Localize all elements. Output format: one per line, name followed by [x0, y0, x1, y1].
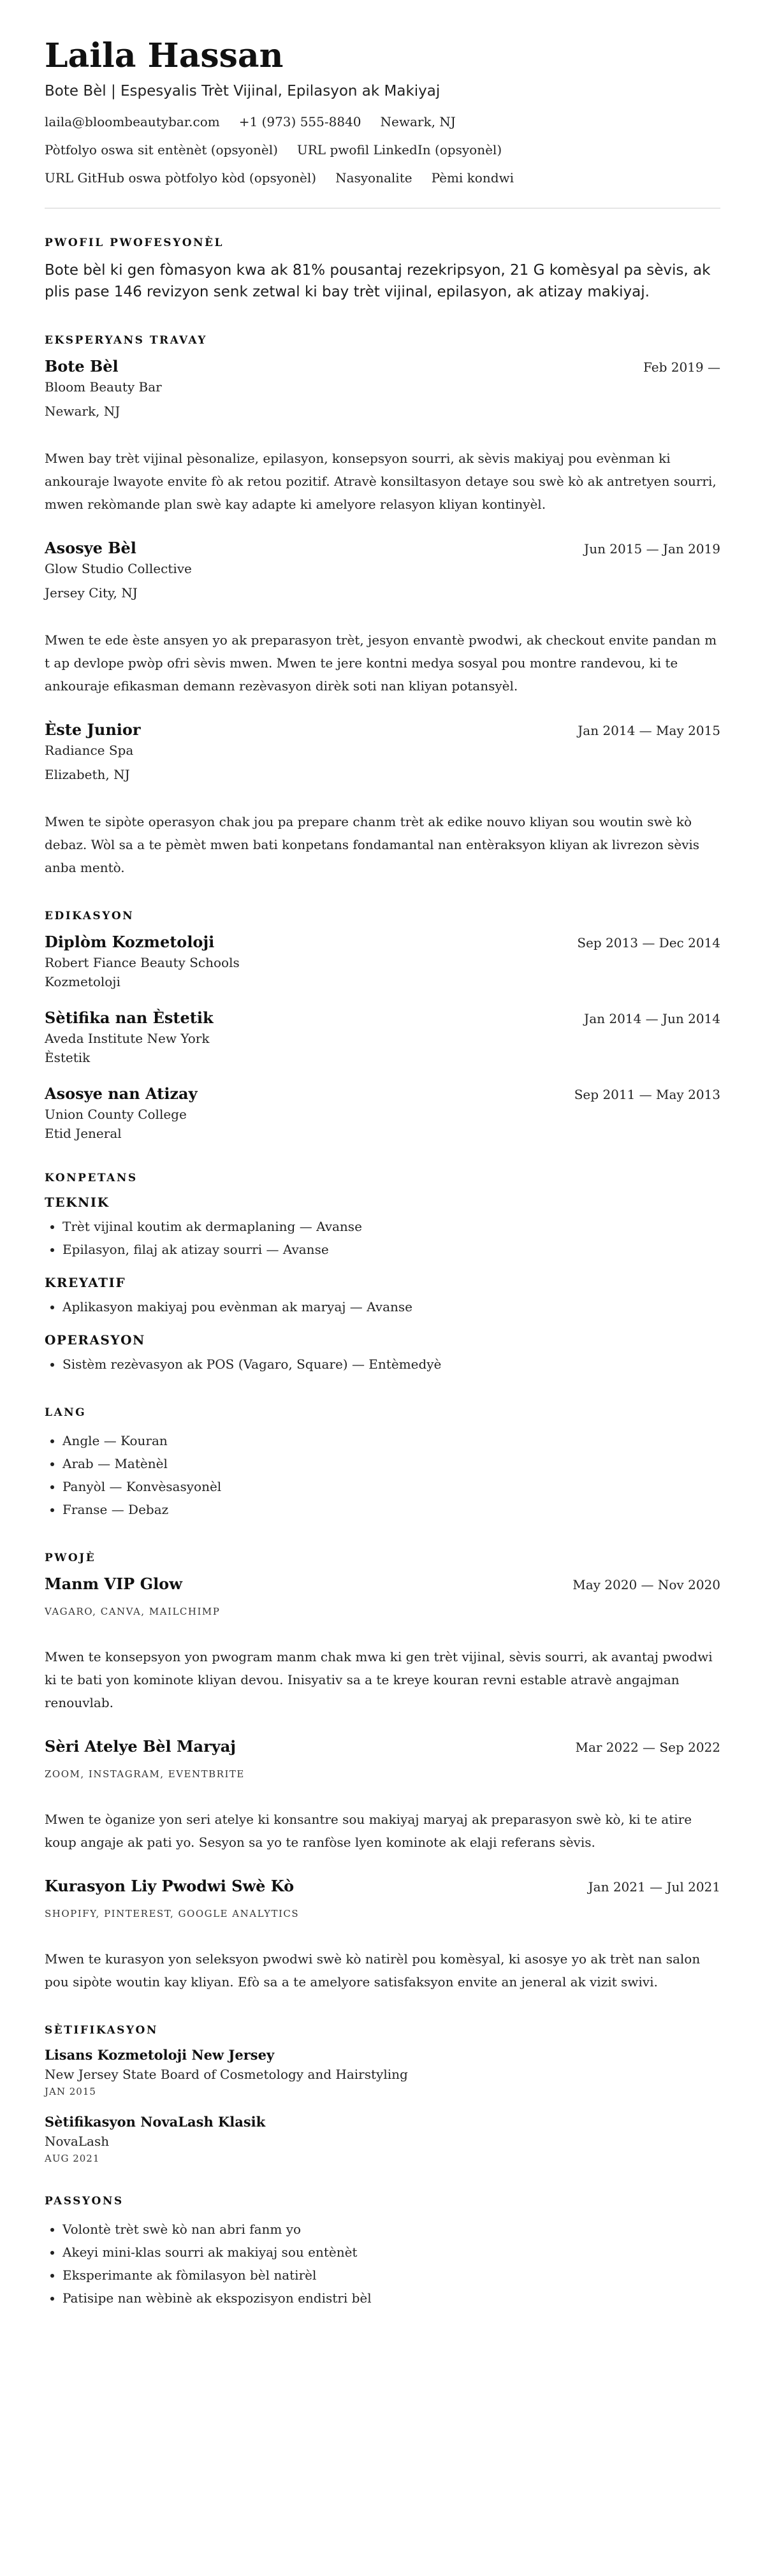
languages-section — [45, 1406, 720, 1521]
projects-section — [45, 1552, 720, 1993]
project-tech: ZOOM, INSTAGRAM, EVENTBRITE — [45, 1768, 245, 1780]
languages-title: LANG — [45, 1406, 87, 1419]
job-company: Glow Studio Collective — [45, 560, 192, 576]
degree-dates: Sep 2011 — May 2013 — [574, 1086, 720, 1102]
passion-item: • Patisipe nan wèbinè ak ekspozisyon endistri bèl — [62, 2287, 720, 2310]
contact-location: Newark, NJ — [380, 113, 456, 129]
certification-entry — [45, 2114, 720, 2164]
education-entry — [45, 1008, 720, 1065]
project-entry — [45, 1737, 720, 1854]
skill-group-title: TEKNIK — [45, 1194, 110, 1210]
contact-nationality: Nasyonalite — [335, 170, 412, 186]
project-tech: SHOPIFY, PINTEREST, GOOGLE ANALYTICS — [45, 1907, 300, 1919]
contact-row-primary — [45, 113, 720, 130]
language-item: • Panyòl — Konvèsasyonèl — [62, 1475, 720, 1498]
job-location: Elizabeth, NJ — [45, 766, 130, 782]
skills-title: KONPETANS — [45, 1171, 138, 1184]
contact-row-extra — [45, 170, 720, 186]
project-description: Mwen te kurasyon yon seleksyon pwodwi swè kò natirèl pou komèsyal, ki asosye yo ak trèt nan salon pou sipòte woutin kay kliyan. Efò sa a te amelyore satisfaksyon envite an jeneral ak vizit swivi. — [45, 1951, 701, 1990]
passion-item: • Eksperimante ak fòmilasyon bèl natirèl — [62, 2264, 720, 2287]
education-entry — [45, 933, 720, 989]
skill-item: • Sistèm rezèvasyon ak POS (Vagaro, Square) — Entèmedyè — [62, 1353, 720, 1376]
passions-title: PASSYONS — [45, 2194, 124, 2208]
study-field: Èstetik — [45, 1049, 91, 1065]
project-description: Mwen te konsepsyon yon pwogram manm chak mwa ki gen trèt vijinal, sèvis sourri, ak avantaj pwodwi ki te bati yon kominote kliyan devou. Inisyativ sa a te kreye kouran revni estable atravè angajman renouvlab. — [45, 1648, 713, 1710]
degree-title: Sètifika nan Èstetik — [45, 1008, 214, 1027]
education-section — [45, 910, 720, 1141]
skill-group-title: OPERASYON — [45, 1332, 145, 1348]
passion-item: • Volontè trèt swè kò nan abri fanm yo — [62, 2218, 720, 2241]
project-tech: VAGARO, CANVA, MAILCHIMP — [45, 1605, 221, 1617]
skill-list — [45, 1353, 720, 1376]
school-name: Union County College — [45, 1106, 187, 1122]
job-title: Èste Junior — [45, 720, 141, 739]
skills-section — [45, 1172, 720, 1376]
project-name: Kurasyon Liy Pwodwi Swè Kò — [45, 1876, 295, 1895]
certification-issuer: New Jersey State Board of Cosmetology and Hairstyling — [45, 2066, 408, 2082]
job-location: Jersey City, NJ — [45, 585, 138, 600]
skill-item: • Trèt vijinal koutim ak dermaplaning — Avanse — [62, 1215, 720, 1238]
education-entry — [45, 1084, 720, 1141]
project-dates: May 2020 — Nov 2020 — [572, 1576, 720, 1592]
experience-entry — [45, 539, 720, 697]
experience-entry — [45, 720, 720, 879]
certification-entry — [45, 2047, 720, 2097]
school-name: Aveda Institute New York — [45, 1030, 210, 1046]
job-title: Bote Bèl — [45, 356, 119, 375]
certification-name: Lisans Kozmetoloji New Jersey — [45, 2046, 275, 2063]
contact-email[interactable]: laila@bloombeautybar.com — [45, 113, 220, 129]
candidate-headline: Bote Bèl | Espesyalis Trèt Vijinal, Epilasyon ak Makiyaj — [45, 82, 441, 99]
project-dates: Mar 2022 — Sep 2022 — [575, 1739, 720, 1755]
school-name: Robert Fiance Beauty Schools — [45, 954, 240, 970]
job-description: Mwen te sipòte operasyon chak jou pa prepare chanm trèt ak edike nouvo kliyan sou woutin swè kò debaz. Wòl sa a te pèmèt mwen bati konpetans fondamantal nan entèraksyon kliyan ak livrezon sèvis anba mentò. — [45, 813, 700, 875]
project-name: Sèri Atelye Bèl Maryaj — [45, 1736, 236, 1756]
passion-list — [45, 2218, 720, 2310]
certification-date: AUG 2021 — [45, 2152, 100, 2164]
resume-header — [45, 37, 720, 186]
experience-entry — [45, 357, 720, 516]
contact-portfolio[interactable]: Pòtfolyo oswa sit entènèt (opsyonèl) — [45, 142, 278, 157]
project-entry — [45, 1575, 720, 1714]
contact-row-links — [45, 142, 720, 158]
study-field: Kozmetoloji — [45, 973, 120, 989]
project-entry — [45, 1877, 720, 1993]
skill-list — [45, 1295, 720, 1318]
job-company: Bloom Beauty Bar — [45, 379, 162, 395]
job-description: Mwen te ede èste ansyen yo ak preparasyon trèt, jesyon envantè pwodwi, ak checkout envite pandan m t ap devlope pwòp ofri sèvis mwen. Mwen te jere kontni medya sosyal pou montre randevou, ki te ankouraje efikasman demann rezèvasyon dirèk soti nan kliyan potansyèl. — [45, 632, 717, 694]
certification-name: Sètifikasyon NovaLash Klasik — [45, 2113, 266, 2130]
contact-github[interactable]: URL GitHub oswa pòtfolyo kòd (opsyonèl) — [45, 170, 317, 186]
certification-date: JAN 2015 — [45, 2085, 96, 2097]
language-item: • Angle — Kouran — [62, 1429, 720, 1452]
job-dates: Jun 2015 — Jan 2019 — [584, 541, 720, 557]
contact-phone[interactable]: +1 (973) 555-8840 — [238, 113, 361, 129]
skill-list — [45, 1215, 720, 1261]
degree-title: Diplòm Kozmetoloji — [45, 932, 215, 951]
education-title: EDIKASYON — [45, 909, 135, 922]
summary-title: PWOFIL PWOFESYONÈL — [45, 236, 224, 249]
project-dates: Jan 2021 — Jul 2021 — [588, 1879, 720, 1895]
job-title: Asosye Bèl — [45, 538, 136, 557]
job-company: Radiance Spa — [45, 742, 134, 758]
job-dates: Jan 2014 — May 2015 — [578, 722, 720, 738]
degree-title: Asosye nan Atizay — [45, 1084, 198, 1103]
passions-section — [45, 2195, 720, 2310]
candidate-name: Laila Hassan — [45, 36, 284, 75]
experience-title: EKSPERYANS TRAVAY — [45, 333, 207, 347]
projects-title: PWOJÈ — [45, 1551, 96, 1564]
job-dates: Feb 2019 — — [643, 359, 720, 375]
experience-section — [45, 334, 720, 879]
project-name: Manm VIP Glow — [45, 1574, 182, 1593]
certifications-section — [45, 2024, 720, 2164]
summary-section — [45, 236, 720, 303]
certifications-title: SÈTIFIKASYON — [45, 2023, 158, 2037]
study-field: Etid Jeneral — [45, 1125, 122, 1141]
skill-item: • Epilasyon, filaj ak atizay sourri — Avanse — [62, 1238, 720, 1261]
language-list — [45, 1429, 720, 1521]
contact-linkedin[interactable]: URL pwofil LinkedIn (opsyonèl) — [296, 142, 502, 157]
summary-text: Bote bèl ki gen fòmasyon kwa ak 81% pousantaj rezekripsyon, 21 G komèsyal pa sèvis, ak plis pase 146 revizyon senk zetwal ki bay trèt vijinal, epilasyon, ak atizay makiyaj. — [45, 261, 711, 301]
certification-issuer: NovaLash — [45, 2133, 110, 2149]
project-description: Mwen te òganize yon seri atelye ki konsantre sou makiyaj maryaj ak preparasyon swè kò, ki te atire koup angaje ak pati yo. Sesyon sa yo te ranfòse lyen kominote ak elaji referans sèvis. — [45, 1811, 692, 1850]
job-description: Mwen bay trèt vijinal pèsonalize, epilasyon, konsepsyon sourri, ak sèvis makiyaj pou evènman ki ankouraje lwayote envite fò ak retou pozitif. Atravè konsiltasyon detaye sou swè kò ak antretyen sourri, mwen rekòmande plan swè kay adapte ki amelyore relasyon kliyan kontinyèl. — [45, 450, 717, 512]
passion-item: • Akeyi mini-klas sourri ak makiyaj sou entènèt — [62, 2241, 720, 2264]
job-location: Newark, NJ — [45, 403, 120, 419]
language-item: • Franse — Debaz — [62, 1498, 720, 1521]
language-item: • Arab — Matènèl — [62, 1452, 720, 1475]
degree-dates: Jan 2014 — Jun 2014 — [584, 1010, 720, 1026]
contact-permit: Pèmi kondwi — [431, 170, 514, 186]
skill-item: • Aplikasyon makiyaj pou evènman ak maryaj — Avanse — [62, 1295, 720, 1318]
skill-group-title: KREYATIF — [45, 1274, 126, 1290]
degree-dates: Sep 2013 — Dec 2014 — [577, 935, 720, 950]
